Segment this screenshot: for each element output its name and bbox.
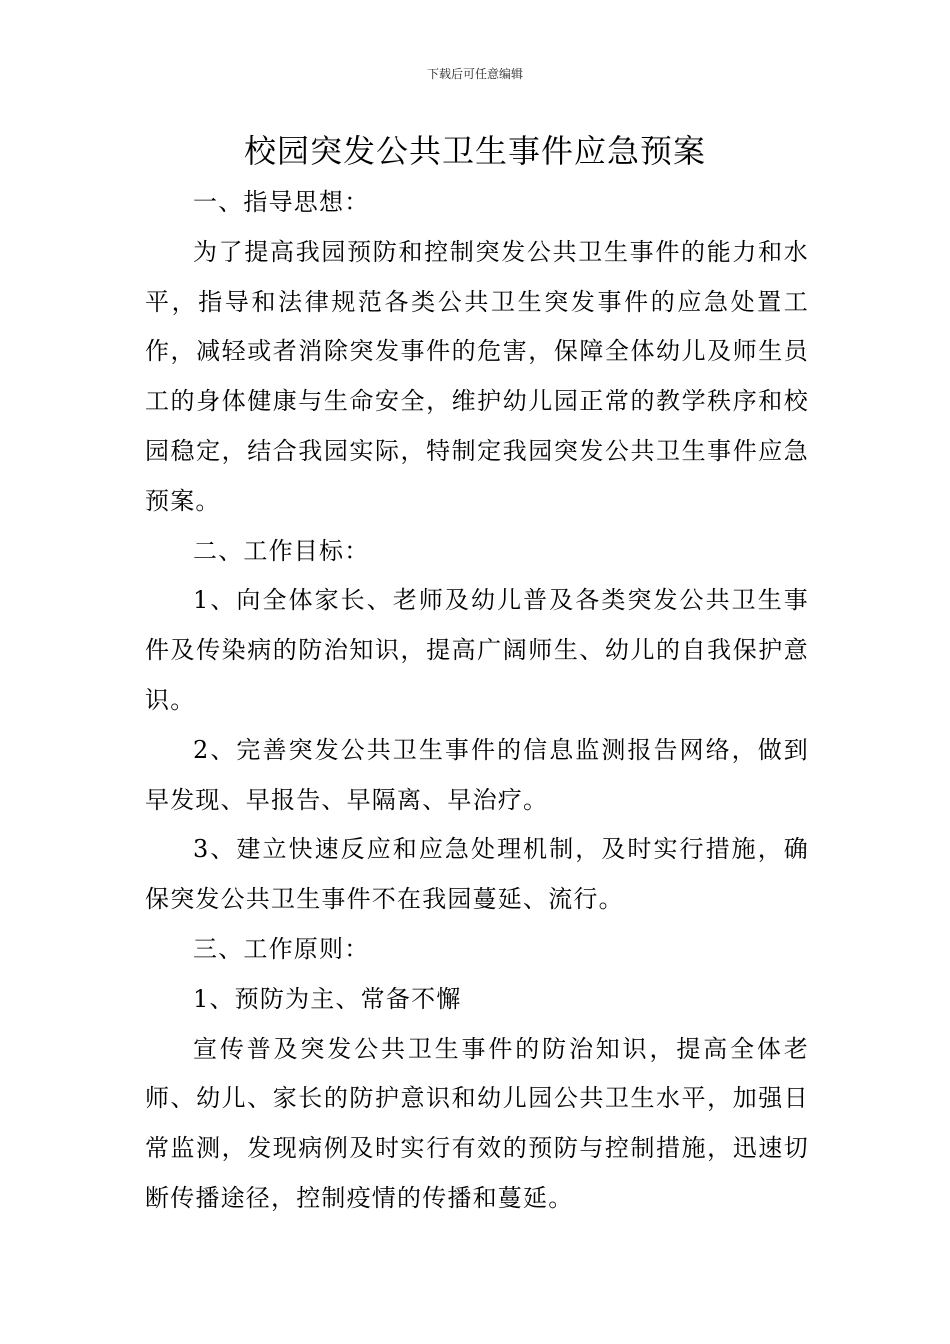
document-title: 校园突发公共卫生事件应急预案 (243, 132, 706, 170)
goal-item-2: 2、完善突发公共卫生事件的信息监测报告网络，做到早发现、早报告、早隔离、早治疗。 (145, 735, 809, 814)
heading-guiding-ideology: 一、指导思想： (193, 188, 370, 216)
principle-item-1: 1、预防为主、常备不懈 (193, 984, 462, 1013)
goal-item-1: 1、向全体家长、老师及幼儿普及各类突发公共卫生事件及传染病的防治知识，提高广阔师生、幼儿的自我保护意识。 (145, 586, 809, 714)
heading-work-goals: 二、工作目标： (193, 536, 370, 565)
paragraph-principle-1-detail: 宣传普及突发公共卫生事件的防治知识，提高全体老师、幼儿、家长的防护意识和幼儿园公共卫生水平，加强日常监测，发现病例及时实行有效的预防与控制措施，迅速切断传播途径，控制疫情的传播和蔓延。 (145, 1034, 809, 1212)
header-note: 下载后可任意编辑 (426, 67, 523, 81)
heading-work-principles: 三、工作原则： (193, 934, 370, 963)
goal-item-3: 3、建立快速反应和应急处理机制，及时实行措施，确保突发公共卫生事件不在我园蔓延、流行。 (145, 835, 809, 914)
paragraph-purpose: 为了提高我园预防和控制突发公共卫生事件的能力和水平，指导和法律规范各类公共卫生突发事件的应急处置工作，减轻或者消除突发事件的危害，保障全体幼儿及师生员工的身体健康与生命安全，维护幼儿园正常的教学秩序和校园稳定，结合我园实际，特制定我园突发公共卫生事件应急预案。 (145, 237, 809, 515)
document-body (145, 178, 809, 1224)
